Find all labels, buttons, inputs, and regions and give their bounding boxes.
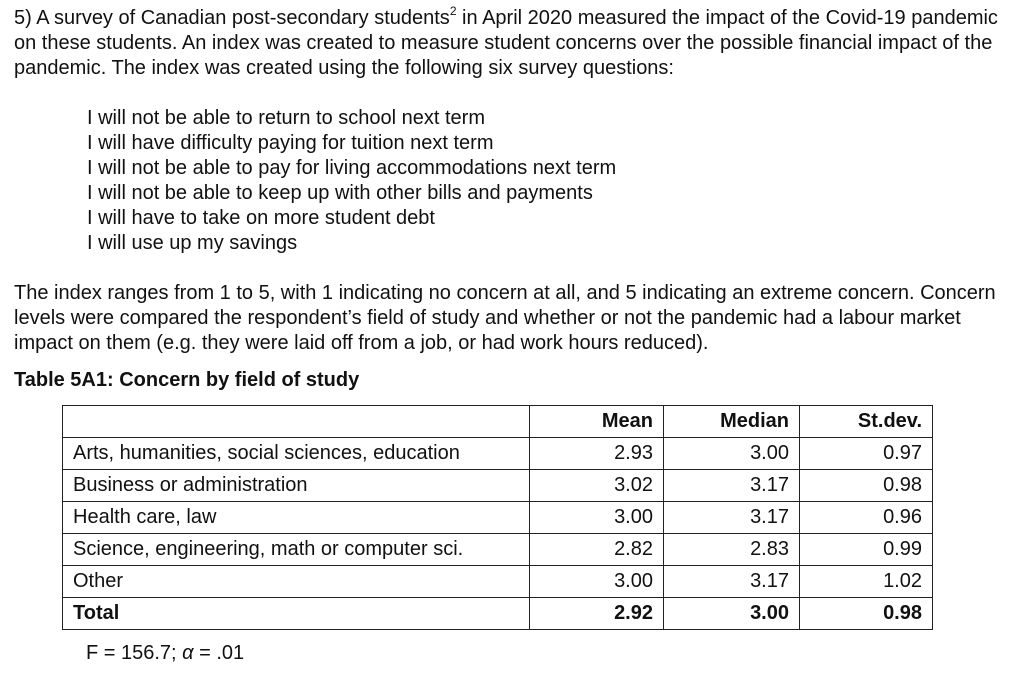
total-stdev: 0.98: [800, 598, 933, 630]
total-mean: 2.92: [530, 598, 664, 630]
survey-question: I will not be able to return to school next term: [87, 107, 485, 129]
cell-median: 3.17: [664, 566, 800, 598]
cell-median: 3.00: [664, 438, 800, 470]
survey-question: I will not be able to pay for living accommodations next term: [87, 157, 617, 179]
table-title: Table 5A1: Concern by field of study: [14, 369, 360, 391]
table-total-row: [63, 598, 933, 630]
survey-question: I will have to take on more student debt: [87, 207, 435, 229]
survey-questions-list: [87, 106, 1014, 256]
header-mean: Mean: [530, 406, 664, 438]
table-header-row: [63, 406, 933, 438]
cell-stdev: 1.02: [800, 566, 933, 598]
table-row: [63, 534, 933, 566]
table-row: [63, 438, 933, 470]
row-label: Science, engineering, math or computer sci.: [63, 534, 530, 566]
intro-suffix: in April 2020 measured the impact of the Covid-19 pandemic on these students. An index was created to measure student concerns over the possible financial impact of the pandemic. The index was created using the following six survey questions:: [14, 7, 998, 79]
alpha-value: = .01: [193, 642, 245, 664]
cell-median: 2.83: [664, 534, 800, 566]
concern-table: [62, 405, 933, 630]
cell-median: 3.17: [664, 502, 800, 534]
document-page: [14, 6, 1014, 393]
row-label: Arts, humanities, social sciences, education: [63, 438, 530, 470]
total-label: Total: [63, 598, 530, 630]
table-row: [63, 502, 933, 534]
intro-paragraph: [14, 6, 1014, 81]
row-label: Business or administration: [63, 470, 530, 502]
cell-stdev: 0.98: [800, 470, 933, 502]
header-median: Median: [664, 406, 800, 438]
total-median: 3.00: [664, 598, 800, 630]
cell-mean: 3.02: [530, 470, 664, 502]
footnote-marker: 2: [449, 4, 457, 19]
cell-mean: 3.00: [530, 502, 664, 534]
cell-mean: 2.93: [530, 438, 664, 470]
header-stdev: St.dev.: [800, 406, 933, 438]
alpha-symbol: α: [182, 642, 194, 664]
cell-median: 3.17: [664, 470, 800, 502]
intro-prefix: 5) A survey of Canadian post-secondary students: [14, 7, 450, 29]
index-description: The index ranges from 1 to 5, with 1 indicating no concern at all, and 5 indicating an extreme concern. Concern levels were compared the respondent’s field of study and whether or not the pandemic had a labour market impact on them (e.g. they were laid off from a job, or had work hours reduced).: [14, 282, 996, 354]
f-statistic: F = 156.7;: [86, 642, 183, 664]
row-label: Health care, law: [63, 502, 530, 534]
table-row: [63, 566, 933, 598]
cell-mean: 3.00: [530, 566, 664, 598]
cell-stdev: 0.97: [800, 438, 933, 470]
table-row: [63, 470, 933, 502]
header-blank: [63, 406, 530, 438]
cell-stdev: 0.99: [800, 534, 933, 566]
survey-question: I will not be able to keep up with other bills and payments: [87, 182, 593, 204]
table-footnote: [86, 641, 244, 666]
survey-question: I will use up my savings: [87, 232, 298, 254]
survey-question: I will have difficulty paying for tuition next term: [87, 132, 494, 154]
cell-mean: 2.82: [530, 534, 664, 566]
cell-stdev: 0.96: [800, 502, 933, 534]
row-label: Other: [63, 566, 530, 598]
